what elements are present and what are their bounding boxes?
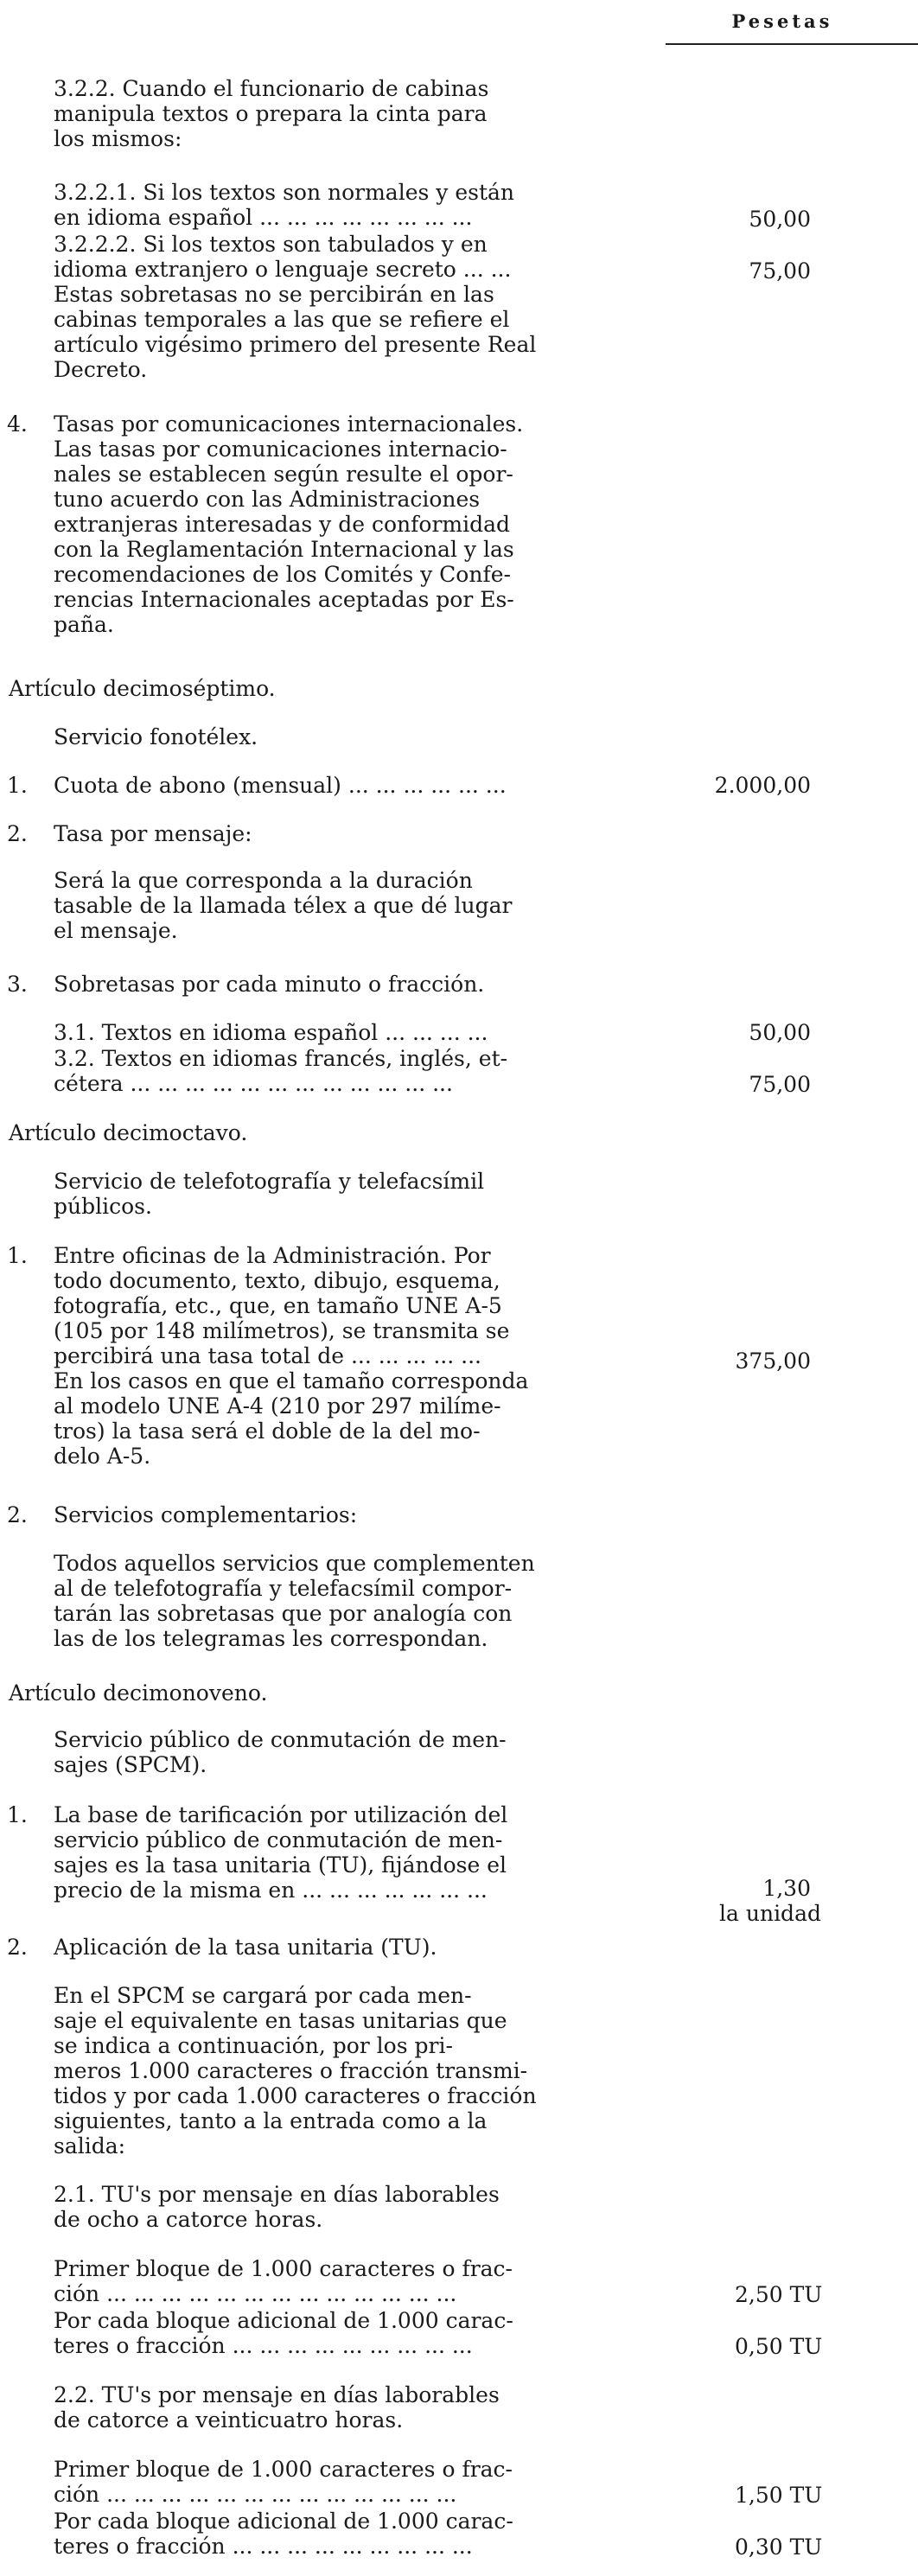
article-17-title: Servicio fonotélex. xyxy=(54,724,258,749)
item-number-17-3: 3. xyxy=(7,972,28,997)
unit-19-1: la unidad xyxy=(719,1901,821,1926)
item-18-2-body: Todos aquellos servicios que complementen al de telefotografía y telefacsímil compor- tarán las sobretasas que por analogía con las de los telegramas les correspondan. xyxy=(54,1551,535,1651)
article-18-title: Servicio de telefotografía y telefacsímil públicos. xyxy=(54,1169,485,1219)
item-number-19-2: 2. xyxy=(7,1935,28,1960)
item-number-19-1: 1. xyxy=(7,1802,28,1827)
item-19-1: La base de tarificación por utilización del servicio público de conmutación de men- sajes es la tasa unitaria (TU), fijándose el precio de la misma en ... ... ... ... ... ... ... xyxy=(54,1802,508,1903)
item-19-2-body: En el SPCM se cargará por cada men- saje el equivalente en tasas unitarias que se indica a continuación, por los pri- meros 1.000 caracteres o fracción transmi- tidos y por cada 1.000 caracteres o fracción siguientes, tanto a la entrada como a la salida: xyxy=(54,1983,537,2158)
paragraph-3-2-2-2: 3.2.2.2. Si los textos son tabulados y en idioma extranjero o lenguaje secreto ... ... Estas sobretasas no se percibirán en las cabinas temporales a las que se refiere el artículo vigésimo primero del presente Real Decreto. xyxy=(54,232,537,382)
item-17-1: Cuota de abono (mensual) ... ... ... ... ... ... xyxy=(54,773,507,798)
article-19-title: Servicio público de conmutación de men- sajes (SPCM). xyxy=(54,1727,507,1777)
header-rule xyxy=(666,43,918,45)
article-18-heading: Artículo decimoctavo. xyxy=(9,1120,248,1145)
article-17-heading: Artículo decimoséptimo. xyxy=(9,676,276,701)
item-17-3-2: 3.2. Textos en idiomas francés, inglés, et- cétera ... ... ... ... ... ... ... ... ... ... ... ... xyxy=(54,1046,508,1096)
paragraph-4: Tasas por comunicaciones internacionales. Las tasas por comunicaciones internacio- nales se establecen según resulte el opor- tuno acuerdo con las Administraciones extranjeras interesadas y de conformidad con la Reglamentación Internacional y las recomendaciones de los Comités y Confe- rencias Internacionales aceptadas por Es- paña. xyxy=(54,411,524,637)
item-19-2-1-a: Primer bloque de 1.000 caracteres o frac- ción ... ... ... ... ... ... ... ... ... ... ... ... ... xyxy=(54,2256,513,2306)
item-17-3: Sobretasas por cada minuto o fracción. xyxy=(54,972,485,997)
amount-19-2-2-b: 0,30 TU xyxy=(735,2535,823,2560)
item-19-2-2: 2.2. TU's por mensaje en días laborables de catorce a veinticuatro horas. xyxy=(54,2382,500,2433)
item-19-2-2-b: Por cada bloque adicional de 1.000 carac- teres o fracción ... ... ... ... ... ... ... ... ... xyxy=(54,2509,513,2559)
item-number-4: 4. xyxy=(7,411,28,437)
amount-3-2-2-2: 75,00 xyxy=(749,258,811,284)
article-19-heading: Artículo decimonoveno. xyxy=(9,1680,268,1706)
item-17-3-1: 3.1. Textos en idioma español ... ... ... ... xyxy=(54,1020,488,1045)
item-19-2-1: 2.1. TU's por mensaje en días laborables de ocho a catorce horas. xyxy=(54,2182,500,2232)
item-19-2: Aplicación de la tasa unitaria (TU). xyxy=(54,1935,437,1960)
item-18-2: Servicios complementarios: xyxy=(54,1502,358,1527)
amount-19-2-1-b: 0,50 TU xyxy=(735,2334,823,2359)
amount-19-1: 1,30 xyxy=(762,1876,811,1901)
amount-19-2-1-a: 2,50 TU xyxy=(735,2282,823,2307)
item-number-18-1: 1. xyxy=(7,1243,28,1268)
item-19-2-1-b: Por cada bloque adicional de 1.000 carac- teres o fracción ... ... ... ... ... ... ... ... ... xyxy=(54,2308,513,2358)
column-header-pesetas: Pesetas xyxy=(731,10,833,32)
item-number-17-1: 1. xyxy=(7,773,28,798)
amount-17-3-1: 50,00 xyxy=(749,1020,811,1045)
item-18-1: Entre oficinas de la Administración. Por todo documento, texto, dibujo, esquema, fotografía, etc., que, en tamaño UNE A-5 (105 por 148 milímetros), se transmita se percibirá una tasa total de ... ... ... ... ... En los casos en que el tamaño corresponda al modelo UNE A-4 (210 por 297 milíme- tros) la tasa será el doble de la del mo- delo A-5. xyxy=(54,1243,529,1469)
item-17-2-body: Será la que corresponda a la duración tasable de la llamada télex a que dé lugar el mensaje. xyxy=(54,868,513,943)
amount-17-1: 2.000,00 xyxy=(714,773,811,798)
amount-17-3-2: 75,00 xyxy=(749,1072,811,1097)
item-19-2-2-a: Primer bloque de 1.000 caracteres o frac- ción ... ... ... ... ... ... ... ... ... ... ... ... ... xyxy=(54,2457,513,2507)
paragraph-3-2-2: 3.2.2. Cuando el funcionario de cabinas manipula textos o prepara la cinta para los mismos: xyxy=(54,76,489,151)
item-17-2: Tasa por mensaje: xyxy=(54,821,252,846)
amount-3-2-2-1: 50,00 xyxy=(749,207,811,232)
amount-18-1: 375,00 xyxy=(735,1349,811,1374)
amount-19-2-2-a: 1,50 TU xyxy=(735,2483,823,2508)
item-number-18-2: 2. xyxy=(7,1502,28,1527)
item-number-17-2: 2. xyxy=(7,821,28,846)
paragraph-3-2-2-1: 3.2.2.1. Si los textos son normales y están en idioma español ... ... ... ... ... ... ... ... xyxy=(54,180,515,230)
